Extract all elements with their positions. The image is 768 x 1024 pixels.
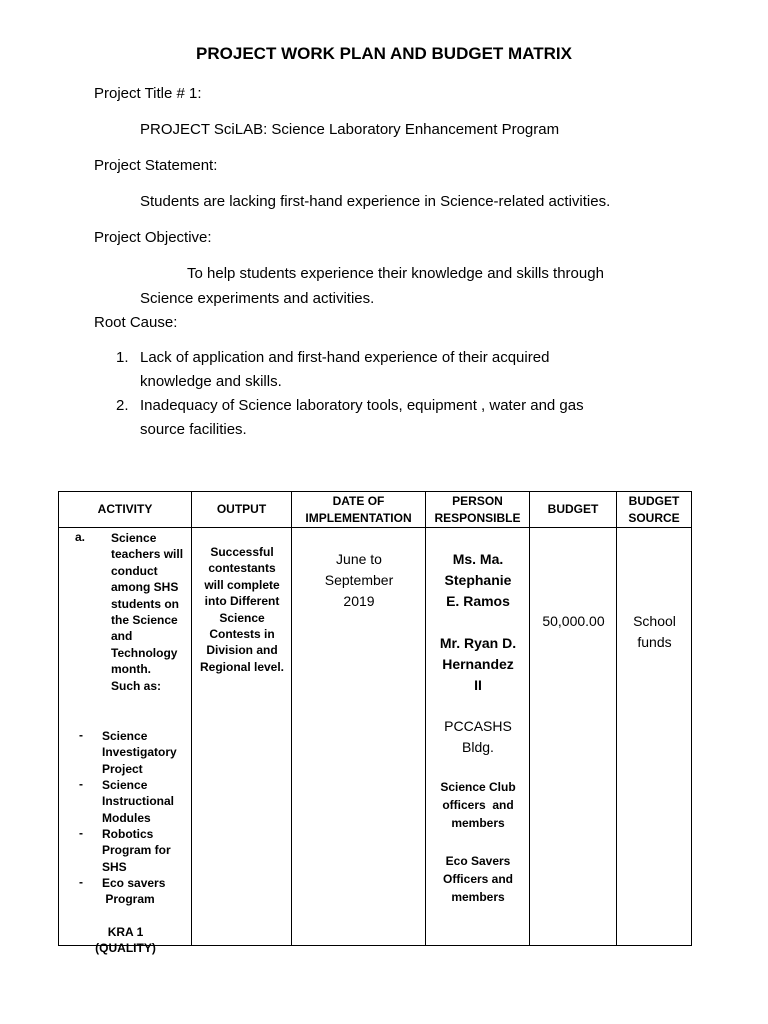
output-line: Regional level. (199, 659, 285, 674)
person-1 (426, 549, 530, 612)
bullet-dash: - (79, 728, 83, 742)
bullet-line: Investigatory (102, 745, 177, 760)
person-3 (426, 716, 530, 758)
person-line: E. Ramos (446, 593, 510, 609)
person-line: Ms. Ma. (452, 551, 504, 567)
person-line: Bldg. (462, 739, 494, 755)
header-date-line: IMPLEMENTATION (305, 510, 412, 525)
project-objective-line2: Science experiments and activities. (140, 290, 375, 307)
project-title-label: Project Title # 1: (94, 85, 202, 102)
header-person-line: RESPONSIBLE (434, 510, 521, 525)
root-cause-text: source facilities. (140, 421, 247, 438)
date-text (292, 549, 426, 612)
output-line: will complete (204, 577, 280, 592)
person-line: Hernandez (442, 656, 514, 672)
kra-label (59, 924, 192, 957)
bullet-dash: - (79, 826, 83, 840)
project-statement-value: Students are lacking first-hand experience in Science-related activities. (140, 193, 611, 210)
activity-item-marker: a. (75, 530, 86, 544)
bullet-dash: - (79, 875, 83, 889)
person-4 (426, 778, 530, 832)
header-source-line: SOURCE (628, 510, 680, 525)
root-cause-number: 2. (116, 397, 129, 414)
project-title-value: PROJECT SciLAB: Science Laboratory Enhancement Program (140, 121, 560, 138)
person-line: Mr. Ryan D. (439, 635, 517, 651)
activity-cell (59, 528, 192, 956)
budget-source-cell (617, 528, 692, 946)
person-line: Eco Savers (445, 854, 511, 868)
person-line: Officers and (442, 872, 514, 886)
output-cell (192, 528, 292, 946)
output-line: contestants (208, 561, 276, 576)
person-line: members (451, 816, 505, 830)
header-budget-source (617, 492, 692, 528)
person-line: officers and (442, 798, 514, 812)
root-cause-number: 1. (116, 349, 129, 366)
table-header-row (59, 492, 692, 528)
bullet-dash: - (79, 777, 83, 791)
budget-source-text (617, 611, 692, 653)
bullet-line: SHS (102, 859, 127, 874)
bullet-line: Instructional (102, 794, 175, 809)
activity-line: and (111, 629, 133, 644)
activity-line: Such as: (111, 678, 162, 693)
person-5 (426, 852, 530, 906)
person-line: Stephanie (444, 572, 512, 588)
bullet-line: Program for (102, 843, 171, 858)
activity-line: teachers will (111, 547, 184, 562)
activity-line: Technology (111, 645, 178, 660)
project-objective-line1: To help students experience their knowledge and skills through (187, 265, 604, 282)
bullet-line: Program (102, 892, 155, 907)
root-cause-text: Lack of application and first-hand experience of their acquired (140, 349, 550, 366)
header-person-line: PERSON (452, 493, 503, 508)
bullet-line: Science (102, 778, 148, 792)
activity-item-text (111, 530, 183, 694)
header-person (426, 492, 530, 528)
output-text (192, 544, 292, 675)
header-output: OUTPUT (192, 492, 292, 528)
person-2 (426, 633, 530, 696)
bullet-line: Science (102, 729, 148, 743)
person-cell (426, 528, 530, 946)
header-date (292, 492, 426, 528)
kra-line: (QUALITY) (95, 941, 156, 956)
budget-text (530, 611, 617, 632)
header-date-line: DATE OF (332, 493, 385, 508)
project-statement-label: Project Statement: (94, 157, 218, 174)
date-line: 2019 (343, 593, 375, 609)
date-line: September (324, 572, 394, 588)
bullet-line: Modules (102, 810, 151, 825)
bullet-line: Project (102, 761, 143, 776)
activity-line: Science (111, 531, 157, 545)
activity-bullet (102, 826, 171, 875)
root-cause-text: Inadequacy of Science laboratory tools, equipment , water and gas (140, 397, 584, 414)
kra-line: KRA 1 (107, 925, 144, 939)
output-line: Science (219, 610, 265, 625)
root-cause-text: knowledge and skills. (140, 373, 282, 390)
activity-bullet (102, 777, 174, 826)
person-line: members (451, 890, 505, 904)
person-line: Science Club (440, 780, 516, 794)
activity-line: month. (111, 662, 151, 677)
page-title: PROJECT WORK PLAN AND BUDGET MATRIX (196, 44, 572, 63)
activity-line: the Science (111, 613, 178, 628)
header-activity: ACTIVITY (59, 492, 192, 528)
activity-line: among SHS (111, 580, 179, 595)
budget-cell (530, 528, 617, 946)
source-line: funds (637, 634, 672, 650)
output-line: Contests in (209, 627, 275, 642)
output-line: Successful (210, 545, 274, 559)
root-cause-label: Root Cause: (94, 314, 178, 331)
person-line: PCCASHS (444, 718, 512, 734)
table-row (59, 528, 692, 946)
header-source-line: BUDGET (628, 493, 680, 508)
output-line: Division and (206, 643, 278, 658)
header-budget: BUDGET (530, 492, 617, 528)
budget-matrix-table (58, 491, 692, 956)
date-cell (292, 528, 426, 946)
activity-line: conduct (111, 563, 158, 578)
date-line: June to (336, 551, 382, 567)
activity-bullet (102, 728, 177, 777)
budget-amount: 50,000.00 (542, 613, 605, 629)
source-line: School (633, 613, 676, 629)
bullet-line: Robotics (102, 827, 154, 841)
activity-line: students on (111, 596, 179, 611)
activity-bullet (102, 875, 165, 908)
output-line: into Different (204, 594, 280, 609)
person-line: II (474, 677, 482, 693)
project-objective-label: Project Objective: (94, 229, 212, 246)
bullet-line: Eco savers (102, 876, 166, 890)
